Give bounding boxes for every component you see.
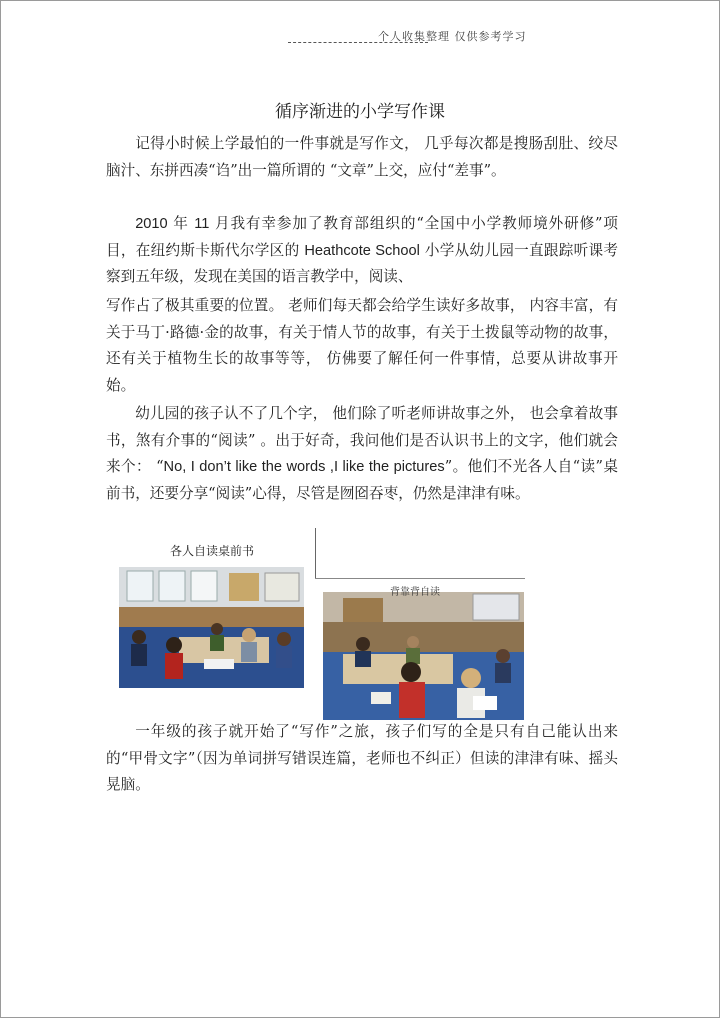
classroom-photo-right: [323, 592, 524, 720]
photo-caption-left: 各人自读桌前书: [170, 544, 255, 558]
classroom-photo-left: [119, 567, 304, 688]
paragraph-4-text: 幼儿园的孩子认不了几个字， 他们除了听老师讲故事之外， 也会拿着故事书，煞有介事的“阅读” 。出于好奇，我问他们是否认识书上的文字，他们就会来个： “: [106, 405, 618, 475]
page-title: 循序渐进的小学写作课: [275, 102, 445, 122]
paragraph-3: 写作占了极其重要的位置。 老师们每天都会给学生读好多故事， 内容丰富，有关于马丁·路德·金的故事，有关于情人节的故事，有关于土拨鼠等动物的故事， 还有关于植物生长的故事等等， 仿佛要了解任何一件事情，总要从讲故事开始。: [106, 297, 618, 394]
photo-caption-right: 背靠背自读: [390, 587, 440, 598]
paragraph-2-year: 2010: [135, 216, 168, 232]
paragraph-2: [106, 211, 618, 291]
caption-divider-vertical: [315, 528, 316, 578]
caption-divider-horizontal: [315, 578, 525, 579]
paragraph-5: 一年级的孩子就开始了“写作”之旅，孩子们写的全是只有自己能认出来的“甲骨文字”（因为单词拼写错误连篇，老师也不纠正）但读的津津有味、摇头晃脑。: [106, 723, 618, 793]
paragraph-2-text: 月我有幸参加了教育部组织的“全国中小学教师境外研修”项目，在纽约斯卡斯代尔学区的: [106, 215, 619, 259]
paragraph-2-year-unit: 年: [173, 215, 189, 232]
paragraph-2-month: 11: [194, 216, 210, 232]
paragraph-1: 记得小时候上学最怕的一件事就是写作文， 几乎每次都是搜肠刮肚、绞尽脑汁、东拼西凑“诌”出一篇所谓的 “文章”上交，应付“差事”。: [106, 135, 618, 179]
paragraph-2-school: Heathcote School: [304, 242, 420, 259]
header-note: 个人收集整理 仅供参考学习: [378, 30, 527, 43]
paragraph-2-text-end: 小学从幼儿园一直跟踪听课考察到五年级，发现在美国的语言教学中，阅读、: [106, 241, 618, 285]
paragraph-4-text-end: ”。他们不光各人自“读”桌前书，还要分享“阅读”心得，尽管是囫囵吞枣，仍然是津津有味。: [106, 458, 618, 502]
paragraph-4: [106, 401, 618, 507]
header-divider: [288, 42, 428, 43]
paragraph-4-quote: No, I don’t like the words ,I like the pictures: [163, 459, 445, 475]
